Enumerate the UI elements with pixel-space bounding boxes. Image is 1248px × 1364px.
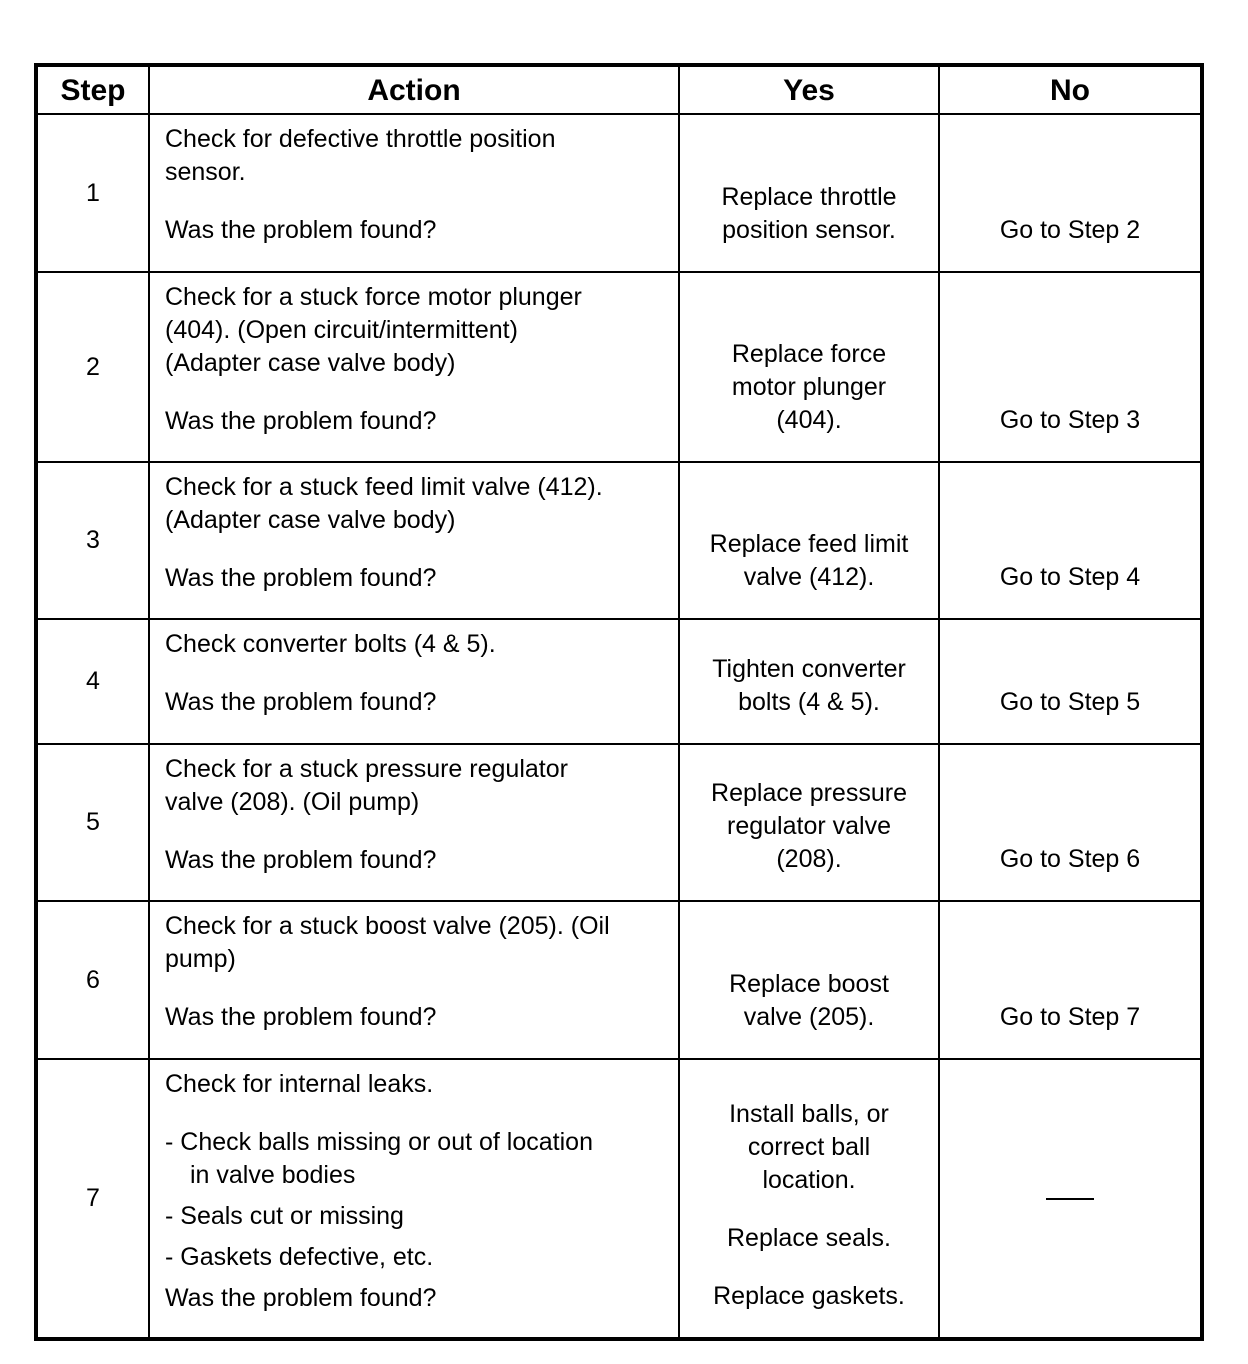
- yes-cell: [679, 1059, 939, 1339]
- yes-text: Replace throttle: [721, 183, 897, 211]
- table-row: [36, 114, 1202, 272]
- yes-text: (404).: [776, 406, 842, 434]
- step-number: 3: [36, 462, 149, 619]
- yes-text: regulator valve: [727, 812, 891, 840]
- question-text: Was the problem found?: [165, 564, 437, 592]
- question-text: Was the problem found?: [165, 407, 437, 435]
- action-text: sensor.: [165, 158, 246, 186]
- action-text: Check for a stuck pressure regulator: [165, 755, 568, 783]
- question-text: Was the problem found?: [165, 1003, 437, 1031]
- table-row: [36, 1059, 1202, 1339]
- yes-cell: [679, 462, 939, 619]
- yes-text: (208).: [776, 845, 842, 873]
- step-number: 4: [36, 619, 149, 744]
- bullet-item: - Check balls missing or out of location: [165, 1128, 593, 1156]
- no-text: Go to Step 5: [999, 688, 1141, 716]
- header-yes: Yes: [679, 65, 939, 114]
- action-text: Check converter bolts (4 & 5).: [165, 630, 496, 658]
- yes-text: Replace pressure: [711, 779, 907, 807]
- action-cell: [149, 744, 679, 901]
- question-text: Was the problem found?: [165, 216, 437, 244]
- bullet-item: - Gaskets defective, etc.: [165, 1243, 434, 1271]
- yes-cell: [679, 114, 939, 272]
- no-cell: [939, 619, 1202, 744]
- action-text: Check for a stuck boost valve (205). (Oil: [165, 912, 610, 940]
- yes-text: valve (412).: [743, 563, 875, 591]
- action-text: valve (208). (Oil pump): [165, 788, 420, 816]
- yes-cell: [679, 744, 939, 901]
- step-number: 6: [36, 901, 149, 1059]
- step-number: 1: [36, 114, 149, 272]
- no-cell: [939, 744, 1202, 901]
- no-dash: [1046, 1198, 1094, 1200]
- yes-text: Replace gaskets.: [713, 1282, 905, 1310]
- action-text: Check for defective throttle position: [165, 125, 556, 153]
- bullet-item: - Seals cut or missing: [165, 1202, 404, 1230]
- no-cell: [939, 1059, 1202, 1339]
- no-text: Go to Step 2: [999, 216, 1141, 244]
- action-cell: [149, 114, 679, 272]
- question-text: Was the problem found?: [165, 1284, 437, 1312]
- action-text: (Adapter case valve body): [165, 349, 456, 377]
- yes-cell: [679, 272, 939, 462]
- yes-cell: [679, 901, 939, 1059]
- no-cell: [939, 114, 1202, 272]
- yes-text: valve (205).: [743, 1003, 875, 1031]
- action-text: pump): [165, 945, 236, 973]
- no-cell: [939, 462, 1202, 619]
- header-row: [36, 65, 1202, 114]
- question-text: Was the problem found?: [165, 688, 437, 716]
- yes-text: position sensor.: [722, 216, 896, 244]
- no-text: Go to Step 6: [999, 845, 1141, 873]
- action-cell: [149, 619, 679, 744]
- no-cell: [939, 272, 1202, 462]
- step-number: 5: [36, 744, 149, 901]
- yes-text: Replace feed limit: [709, 530, 909, 558]
- action-cell: [149, 462, 679, 619]
- table-row: [36, 901, 1202, 1059]
- step-number: 2: [36, 272, 149, 462]
- yes-text: Install balls, or: [729, 1100, 889, 1128]
- step-number: 7: [36, 1059, 149, 1339]
- question-text: Was the problem found?: [165, 846, 437, 874]
- action-cell: [149, 1059, 679, 1339]
- table-row: [36, 619, 1202, 744]
- action-text: Check for a stuck force motor plunger: [165, 283, 582, 311]
- yes-text: correct ball: [747, 1133, 871, 1161]
- yes-text: Replace force: [731, 340, 887, 368]
- header-action: Action: [149, 65, 679, 114]
- table-row: [36, 462, 1202, 619]
- action-cell: [149, 272, 679, 462]
- header-step: Step: [36, 65, 149, 114]
- table-row: [36, 744, 1202, 901]
- bullet-item-continuation: in valve bodies: [190, 1161, 356, 1189]
- yes-cell: [679, 619, 939, 744]
- yes-text: Replace seals.: [727, 1224, 891, 1252]
- action-text: (404). (Open circuit/intermittent): [165, 316, 518, 344]
- yes-text: Replace boost: [729, 970, 889, 998]
- action-text: Check for internal leaks.: [165, 1070, 434, 1098]
- header-no: No: [939, 65, 1202, 114]
- yes-text: Tighten converter: [712, 655, 906, 683]
- yes-text: location.: [762, 1166, 856, 1194]
- action-text: Check for a stuck feed limit valve (412).: [165, 473, 603, 501]
- yes-text: motor plunger: [731, 373, 887, 401]
- table-row: [36, 272, 1202, 462]
- no-text: Go to Step 7: [999, 1003, 1141, 1031]
- action-text: (Adapter case valve body): [165, 506, 456, 534]
- no-text: Go to Step 4: [999, 563, 1141, 591]
- diagnostic-table: [34, 63, 1204, 1341]
- no-cell: [939, 901, 1202, 1059]
- yes-text: bolts (4 & 5).: [738, 688, 880, 716]
- action-cell: [149, 901, 679, 1059]
- no-text: Go to Step 3: [999, 406, 1141, 434]
